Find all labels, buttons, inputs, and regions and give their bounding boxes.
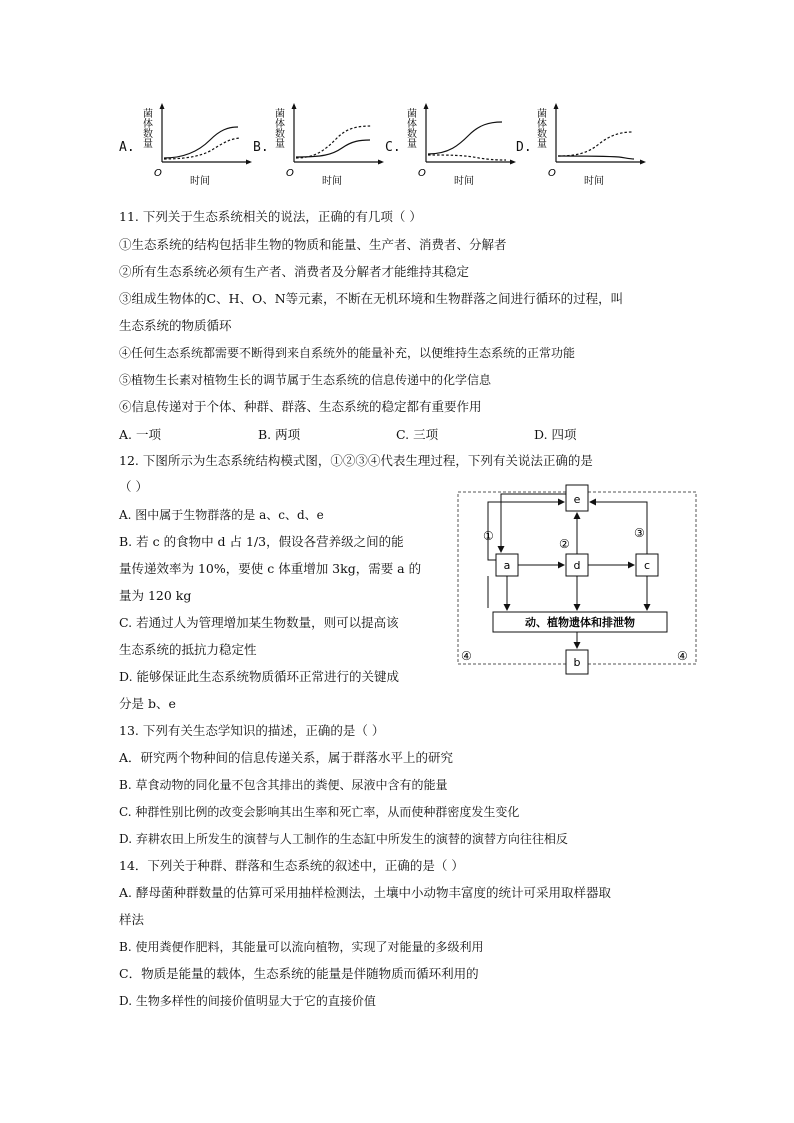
- xlabel-c: 时间: [454, 176, 474, 187]
- q12-option-d-1: D. 能够保证此生态系统物质循环正常进行的关键成: [119, 669, 400, 684]
- q11-item-6: ⑥信息传递对于个体、种群、群落、生态系统的稳定都有重要作用: [119, 399, 482, 414]
- ecosystem-diagram: [455, 480, 700, 680]
- xlabel-d: 时间: [584, 176, 604, 187]
- option-c-label: C.: [385, 140, 401, 155]
- q13-option-b: B. 草食动物的同化量不包含其排出的粪便、尿液中含有的能量: [119, 778, 448, 792]
- q12-option-c-2: 生态系统的抵抗力稳定性: [119, 642, 257, 657]
- q13-option-d: D. 弃耕农田上所发生的演替与人工制作的生态缸中所发生的演替的演替方向往往相反: [119, 832, 568, 846]
- marker-3: ③: [634, 526, 645, 540]
- marker-4-right: ④: [677, 649, 688, 663]
- graph-c: [404, 100, 534, 190]
- q14-option-b: B. 使用粪便作肥料，其能量可以流向植物，实现了对能量的多级利用: [119, 940, 484, 954]
- q11-item-3-cont: 生态系统的物质循环: [119, 318, 232, 333]
- ylabel-d: 菌体数量: [534, 108, 546, 148]
- q11-item-2: ②所有生态系统必须有生产者、消费者及分解者才能维持其稳定: [119, 264, 470, 279]
- q13-option-c: C. 种群性别比例的改变会影响其出生率和死亡率，从而使种群密度发生变化: [119, 805, 520, 819]
- node-b-label: b: [573, 656, 581, 669]
- q11-option-a: A. 一项: [119, 427, 161, 442]
- ylabel-b: 菌体数量: [272, 108, 284, 148]
- q12-option-c-1: C. 若通过人为管理增加某生物数量，则可以提高该: [119, 615, 399, 630]
- q14-option-a-1: A. 酵母菌种群数量的估算可采用抽样检测法，土壤中小动物丰富度的统计可采用取样器取: [119, 885, 611, 900]
- origin-d: O: [548, 168, 556, 179]
- node-a-label: a: [503, 559, 511, 572]
- xlabel-b: 时间: [322, 176, 342, 187]
- q12-option-d-2: 分是 b、e: [119, 696, 176, 711]
- q11-option-d: D. 四项: [534, 427, 577, 442]
- origin-c: O: [418, 168, 426, 179]
- xlabel-a: 时间: [190, 176, 210, 187]
- graph-a: [140, 100, 270, 190]
- q13-option-a: A．研究两个物种间的信息传递关系，属于群落水平上的研究: [119, 750, 454, 765]
- option-b-label: B.: [253, 140, 269, 155]
- remains-label: 动、植物遗体和排泄物: [525, 616, 635, 629]
- origin-b: O: [286, 168, 294, 179]
- marker-4-left: ④: [461, 649, 472, 663]
- q11-item-1: ①生态系统的结构包括非生物的物质和能量、生产者、消费者、分解者: [119, 237, 507, 252]
- q12-paren: （ ）: [119, 479, 148, 494]
- q14-option-a-2: 样法: [119, 912, 145, 927]
- q12-option-b-1: B. 若 c 的食物中 d 占 1/3，假设各营养级之间的能: [119, 534, 404, 549]
- q12-option-a: A. 图中属于生物群落的是 a、c、d、e: [119, 508, 324, 522]
- q11-item-4: ④任何生态系统都需要不断得到来自系统外的能量补充，以便维持生态系统的正常功能: [119, 346, 576, 360]
- q11-item-3: ③组成生物体的C、H、O、N等元素，不断在无机环境和生物群落之间进行循环的过程，叫: [119, 291, 624, 306]
- ylabel-c: 菌体数量: [404, 108, 416, 148]
- option-d-label: D.: [516, 140, 532, 155]
- q11-item-5: ⑤植物生长素对植物生长的调节属于生态系统的信息传递中的化学信息: [119, 373, 492, 387]
- graph-d: [534, 100, 664, 190]
- node-e-label: e: [573, 493, 581, 506]
- ylabel-a: 菌体数量: [140, 108, 152, 148]
- option-a-label: A.: [119, 140, 135, 155]
- q14-option-c: C．物质是能量的载体，生态系统的能量是伴随物质而循环利用的: [119, 966, 479, 981]
- marker-2: ②: [559, 537, 570, 551]
- q12-stem: 12. 下图所示为生态系统结构模式图，①②③④代表生理过程，下列有关说法正确的是: [119, 453, 593, 468]
- q14-option-d: D. 生物多样性的间接价值明显大于它的直接价值: [119, 994, 376, 1008]
- q13-stem: 13. 下列有关生态学知识的描述，正确的是（ ）: [119, 723, 385, 738]
- q12-option-b-2: 量传递效率为 10%，要使 c 体重增加 3kg，需要 a 的: [119, 561, 422, 576]
- q14-stem: 14．下列关于种群、群落和生态系统的叙述中，正确的是（ ）: [119, 858, 464, 873]
- node-d-label: d: [573, 559, 581, 572]
- q12-option-b-3: 量为 120 kg: [119, 588, 192, 603]
- graph-b: [272, 100, 402, 190]
- marker-1: ①: [483, 529, 494, 543]
- q11-option-c: C. 三项: [396, 427, 439, 442]
- q11-option-b: B. 两项: [258, 427, 301, 442]
- node-c-label: c: [643, 559, 651, 572]
- origin-a: O: [154, 168, 162, 179]
- q11-stem: 11. 下列关于生态系统相关的说法，正确的有几项（ ）: [119, 209, 422, 224]
